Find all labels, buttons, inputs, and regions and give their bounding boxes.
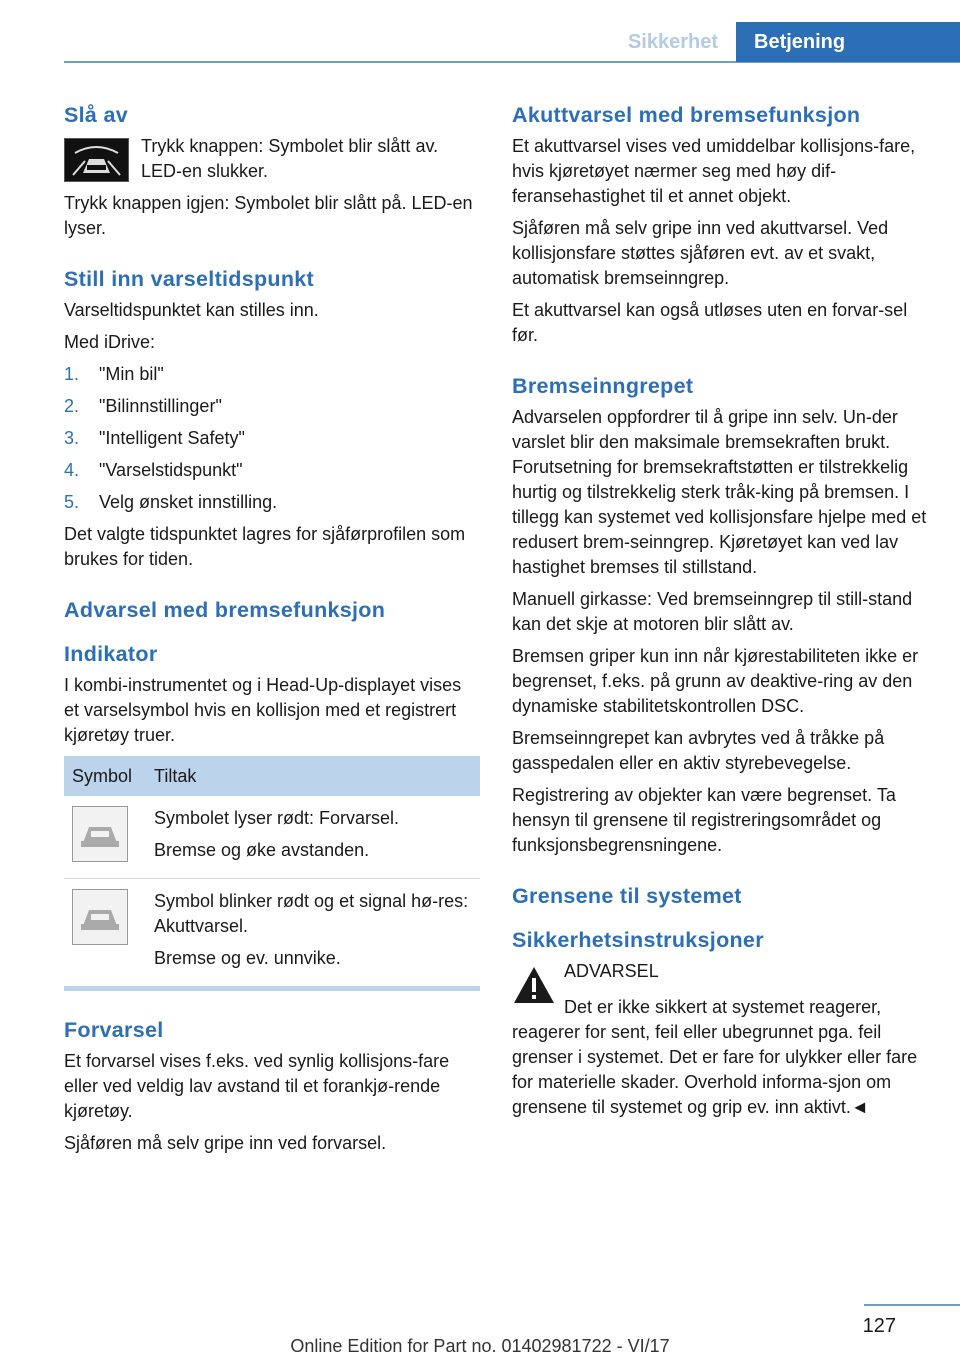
still-text: Varseltidspunktet kan stilles inn. — [64, 300, 319, 320]
brems-text3: Bremsen griper kun inn når kjørestabiliteten ikke er begrenset, f.eks. på grunn av deaktive-ring av den dynamiske stabilitetskontrollen DSC. — [512, 646, 919, 716]
row2-action: Symbol blinker rødt og et signal hø-res: Akuttvarsel. — [154, 891, 469, 936]
brems-text4: Bremseinngrepet kan avbrytes ved å tråkke på gasspedalen eller en aktiv styrebevegelse. — [512, 728, 885, 773]
warning-text: Det er ikke sikkert at systemet reagerer, reagerer for sent, feil eller ubegrunnet pga. feil grenser i systemet. Det er fare for ulykker eller fare for materielle skader. Overhold informa-sjon om grensene til systemet og grip ev. inn aktivt.◄ — [512, 997, 918, 1117]
warning-triangle-icon — [512, 965, 556, 1005]
list-item: 4. "Varselstidspunkt" — [64, 460, 243, 480]
section-title-akutt: Akuttvarsel med bremsefunksjon — [512, 103, 861, 127]
list-item: 1. "Min bil" — [64, 364, 164, 384]
table-row — [64, 879, 480, 987]
list-item: 5. Velg ønsket innstilling. — [64, 492, 278, 512]
tab-sikkerhet[interactable]: Sikkerhet — [627, 31, 719, 53]
list-item: 3. "Intelligent Safety" — [64, 428, 245, 448]
brems-text5: Registrering av objekter kan være begrenset. Ta hensyn til grensene til registreringsområdet og funksjonsbegrensningene. — [512, 785, 896, 855]
idrive-steps — [64, 362, 480, 515]
right-column — [512, 100, 930, 1127]
row1-action: Symbolet lyser rødt: Forvarsel. — [154, 808, 400, 828]
sla-av-text2: Trykk knappen igjen: Symbolet blir slått på. LED-en lyser. — [64, 193, 473, 238]
table-row — [64, 796, 480, 879]
forvarsel-text2: Sjåføren må selv gripe inn ved forvarsel. — [64, 1133, 387, 1153]
forvarsel-text: Et forvarsel vises f.eks. ved synlig kollisjons-fare eller ved veldig lav avstand til et forankjø-rende kjøretøy. — [64, 1051, 450, 1121]
akutt-text: Et akuttvarsel vises ved umiddelbar kollisjons-fare, hvis kjøretøyet nærmer seg med høy dif-feransehastighet til et annet objekt. — [512, 136, 916, 206]
row2-action2: Bremse og ev. unnvike. — [154, 948, 341, 968]
akutt-text2: Sjåføren må selv gripe inn ved akuttvarsel. Ved kollisjonsfare støttes sjåføren evt. av et svakt, automatisk bremseinngrep. — [512, 218, 889, 288]
section-title-bremseinngrepet: Bremseinngrepet — [512, 374, 694, 398]
akutt-text3: Et akuttvarsel kan også utløses uten en forvar-sel før. — [512, 300, 908, 345]
brems-text: Advarselen oppfordrer til å gripe inn selv. Un-der varslet blir den maksimale bremsekraften brukt. Forutsetning for bremsekraftstøtten er tilstrekkelig hurtig og tilstrekkelig sterk tråk-king på bremsen. I tillegg kan systemet ved kollisjonsfare hjelpe med et redusert brem-seinngrep. Kjøretøyet kan ved lav hastighet bremses til stillstand. — [512, 407, 927, 577]
section-title-forvarsel: Forvarsel — [64, 1018, 164, 1042]
table-header-symbol: Symbol — [64, 756, 146, 796]
collision-warning-button-icon — [64, 138, 129, 182]
sla-av-text: Trykk knappen: Symbolet blir slått av. LED-en slukker. — [141, 136, 439, 181]
section-title-still-inn: Still inn varseltidspunkt — [64, 267, 315, 291]
button-symbol-row — [64, 134, 480, 191]
idrive-text: Med iDrive: — [64, 332, 156, 352]
page-number: 127 — [862, 1315, 896, 1337]
car-warning-icon — [72, 806, 128, 862]
section-title-indikator: Indikator — [64, 642, 158, 666]
list-item: 2. "Bilinnstillinger" — [64, 396, 222, 416]
symbol-table — [64, 756, 480, 986]
section-title-grensene: Grensene til systemet — [512, 884, 742, 908]
row1-action2: Bremse og øke avstanden. — [154, 840, 370, 860]
left-column — [64, 100, 480, 1163]
indikator-text: I kombi-instrumentet og i Head-Up-displayet vises et varselsymbol hvis en kollisjon med et registrert kjøretøy truer. — [64, 675, 462, 745]
section-title-sla-av: Slå av — [64, 103, 128, 127]
warning-label: ADVARSEL — [564, 961, 659, 981]
section-title-sikkerhetsinstruksjoner: Sikkerhetsinstruksjoner — [512, 928, 764, 952]
car-warning-icon — [72, 889, 128, 945]
table-bottom-rule — [64, 986, 480, 991]
section-title-advarsel: Advarsel med bremsefunksjon — [64, 598, 386, 622]
edition-footer: Online Edition for Part no. 01402981722 - VI/17 — [290, 1336, 670, 1356]
tab-betjening[interactable]: Betjening — [736, 22, 960, 62]
brems-text2: Manuell girkasse: Ved bremseinngrep til still-stand kan det skje at motoren blir slått av. — [512, 589, 913, 634]
lagres-text: Det valgte tidspunktet lagres for sjåførprofilen som brukes for tiden. — [64, 524, 466, 569]
table-header-tiltak: Tiltak — [146, 756, 480, 796]
footer-rule — [864, 1304, 960, 1306]
